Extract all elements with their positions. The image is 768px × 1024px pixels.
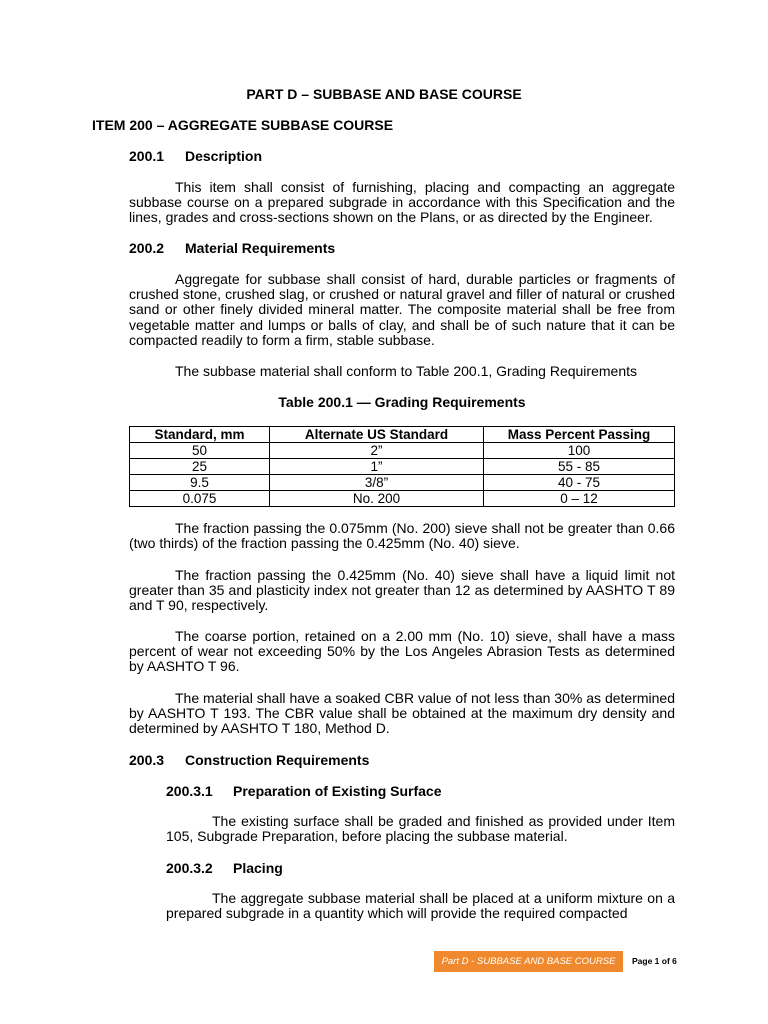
table-cell: 3/8”	[270, 475, 484, 491]
paragraph-cbr: The material shall have a soaked CBR value of not less than 30% as determined by AASHTO T 193. The CBR value shall be obtained at the maximum dry density and determined by AASHTO T 180, Method D.	[129, 690, 675, 737]
table-cell: 0 – 12	[484, 491, 675, 507]
paragraph-fraction-200: The fraction passing the 0.075mm (No. 200) sieve shall not be greater than 0.66 (two thirds) of the fraction passing the 0.425mm (No. 40) sieve.	[129, 520, 675, 552]
paragraph-existing-surface: The existing surface shall be graded and finished as provided under Item 105, Subgrade Preparation, before placing the subbase material.	[166, 813, 675, 845]
table-cell: 40 - 75	[484, 475, 675, 491]
item-title: ITEM 200 – AGGREGATE SUBBASE COURSE	[92, 117, 394, 133]
table-cell: No. 200	[270, 491, 484, 507]
subsection-heading-200-3-2	[166, 860, 283, 876]
table-row	[130, 475, 675, 491]
table-cell: 50	[130, 443, 270, 459]
subsection-title: Preparation of Existing Surface	[233, 783, 442, 799]
part-title: PART D – SUBBASE AND BASE COURSE	[246, 86, 522, 102]
subsection-heading-200-3-1	[166, 783, 442, 799]
paragraph-placing: The aggregate subbase material shall be placed at a uniform mixture on a prepared subgrade in a quantity which will provide the required compacted	[166, 890, 675, 922]
section-title: Description	[185, 148, 263, 164]
subsection-number: 200.3.1	[166, 783, 213, 799]
table-cell: 9.5	[130, 475, 270, 491]
section-title: Construction Requirements	[185, 752, 370, 768]
footer-page-number: Page 1 of 6	[632, 956, 677, 966]
subsection-number: 200.3.2	[166, 860, 213, 876]
section-heading-200-3	[129, 752, 369, 768]
section-number: 200.3	[129, 752, 165, 768]
section-number: 200.1	[129, 148, 165, 164]
table-row	[130, 443, 675, 459]
section-heading-200-2	[129, 240, 335, 256]
section-number: 200.2	[129, 240, 165, 256]
subsection-title: Placing	[233, 860, 283, 876]
footer-section-label: Part D - SUBBASE AND BASE COURSE	[434, 951, 623, 972]
table-cell: 0.075	[130, 491, 270, 507]
table-cell: 25	[130, 459, 270, 475]
table-header-cell: Mass Percent Passing	[484, 427, 675, 443]
table-cell: 55 - 85	[484, 459, 675, 475]
section-title: Material Requirements	[185, 240, 336, 256]
paragraph-coarse-portion: The coarse portion, retained on a 2.00 mm (No. 10) sieve, shall have a mass percent of wear not exceeding 50% by the Los Angeles Abrasion Tests as determined by AASHTO T 96.	[129, 628, 675, 675]
table-header-row	[130, 427, 675, 443]
table-caption: Table 200.1 — Grading Requirements	[278, 394, 526, 410]
section-heading-200-1	[129, 148, 262, 164]
paragraph-description: This item shall consist of furnishing, placing and compacting an aggregate subbase course on a prepared subgrade in accordance with this Specification and the lines, grades and cross-sections shown on the Plans, or as directed by the Engineer.	[129, 179, 675, 226]
paragraph-liquid-limit: The fraction passing the 0.425mm (No. 40) sieve shall have a liquid limit not greater than 35 and plasticity index not greater than 12 as determined by AASHTO T 89 and T 90, respectively.	[129, 567, 675, 614]
table-row	[130, 459, 675, 475]
grading-table	[129, 426, 675, 507]
table-cell: 1”	[270, 459, 484, 475]
paragraph-material: Aggregate for subbase shall consist of hard, durable particles or fragments of crushed stone, crushed slag, or crushed or natural gravel and filler of natural or crushed sand or other finely divided mineral matter. The composite material shall be free from vegetable matter and lumps or balls of clay, and shall be of such nature that it can be compacted readily to form a firm, stable subbase.	[129, 271, 675, 348]
table-header-cell: Standard, mm	[130, 427, 270, 443]
table-cell: 2”	[270, 443, 484, 459]
table-cell: 100	[484, 443, 675, 459]
table-header-cell: Alternate US Standard	[270, 427, 484, 443]
table-row	[130, 491, 675, 507]
paragraph-table-reference: The subbase material shall conform to Table 200.1, Grading Requirements	[175, 363, 637, 379]
